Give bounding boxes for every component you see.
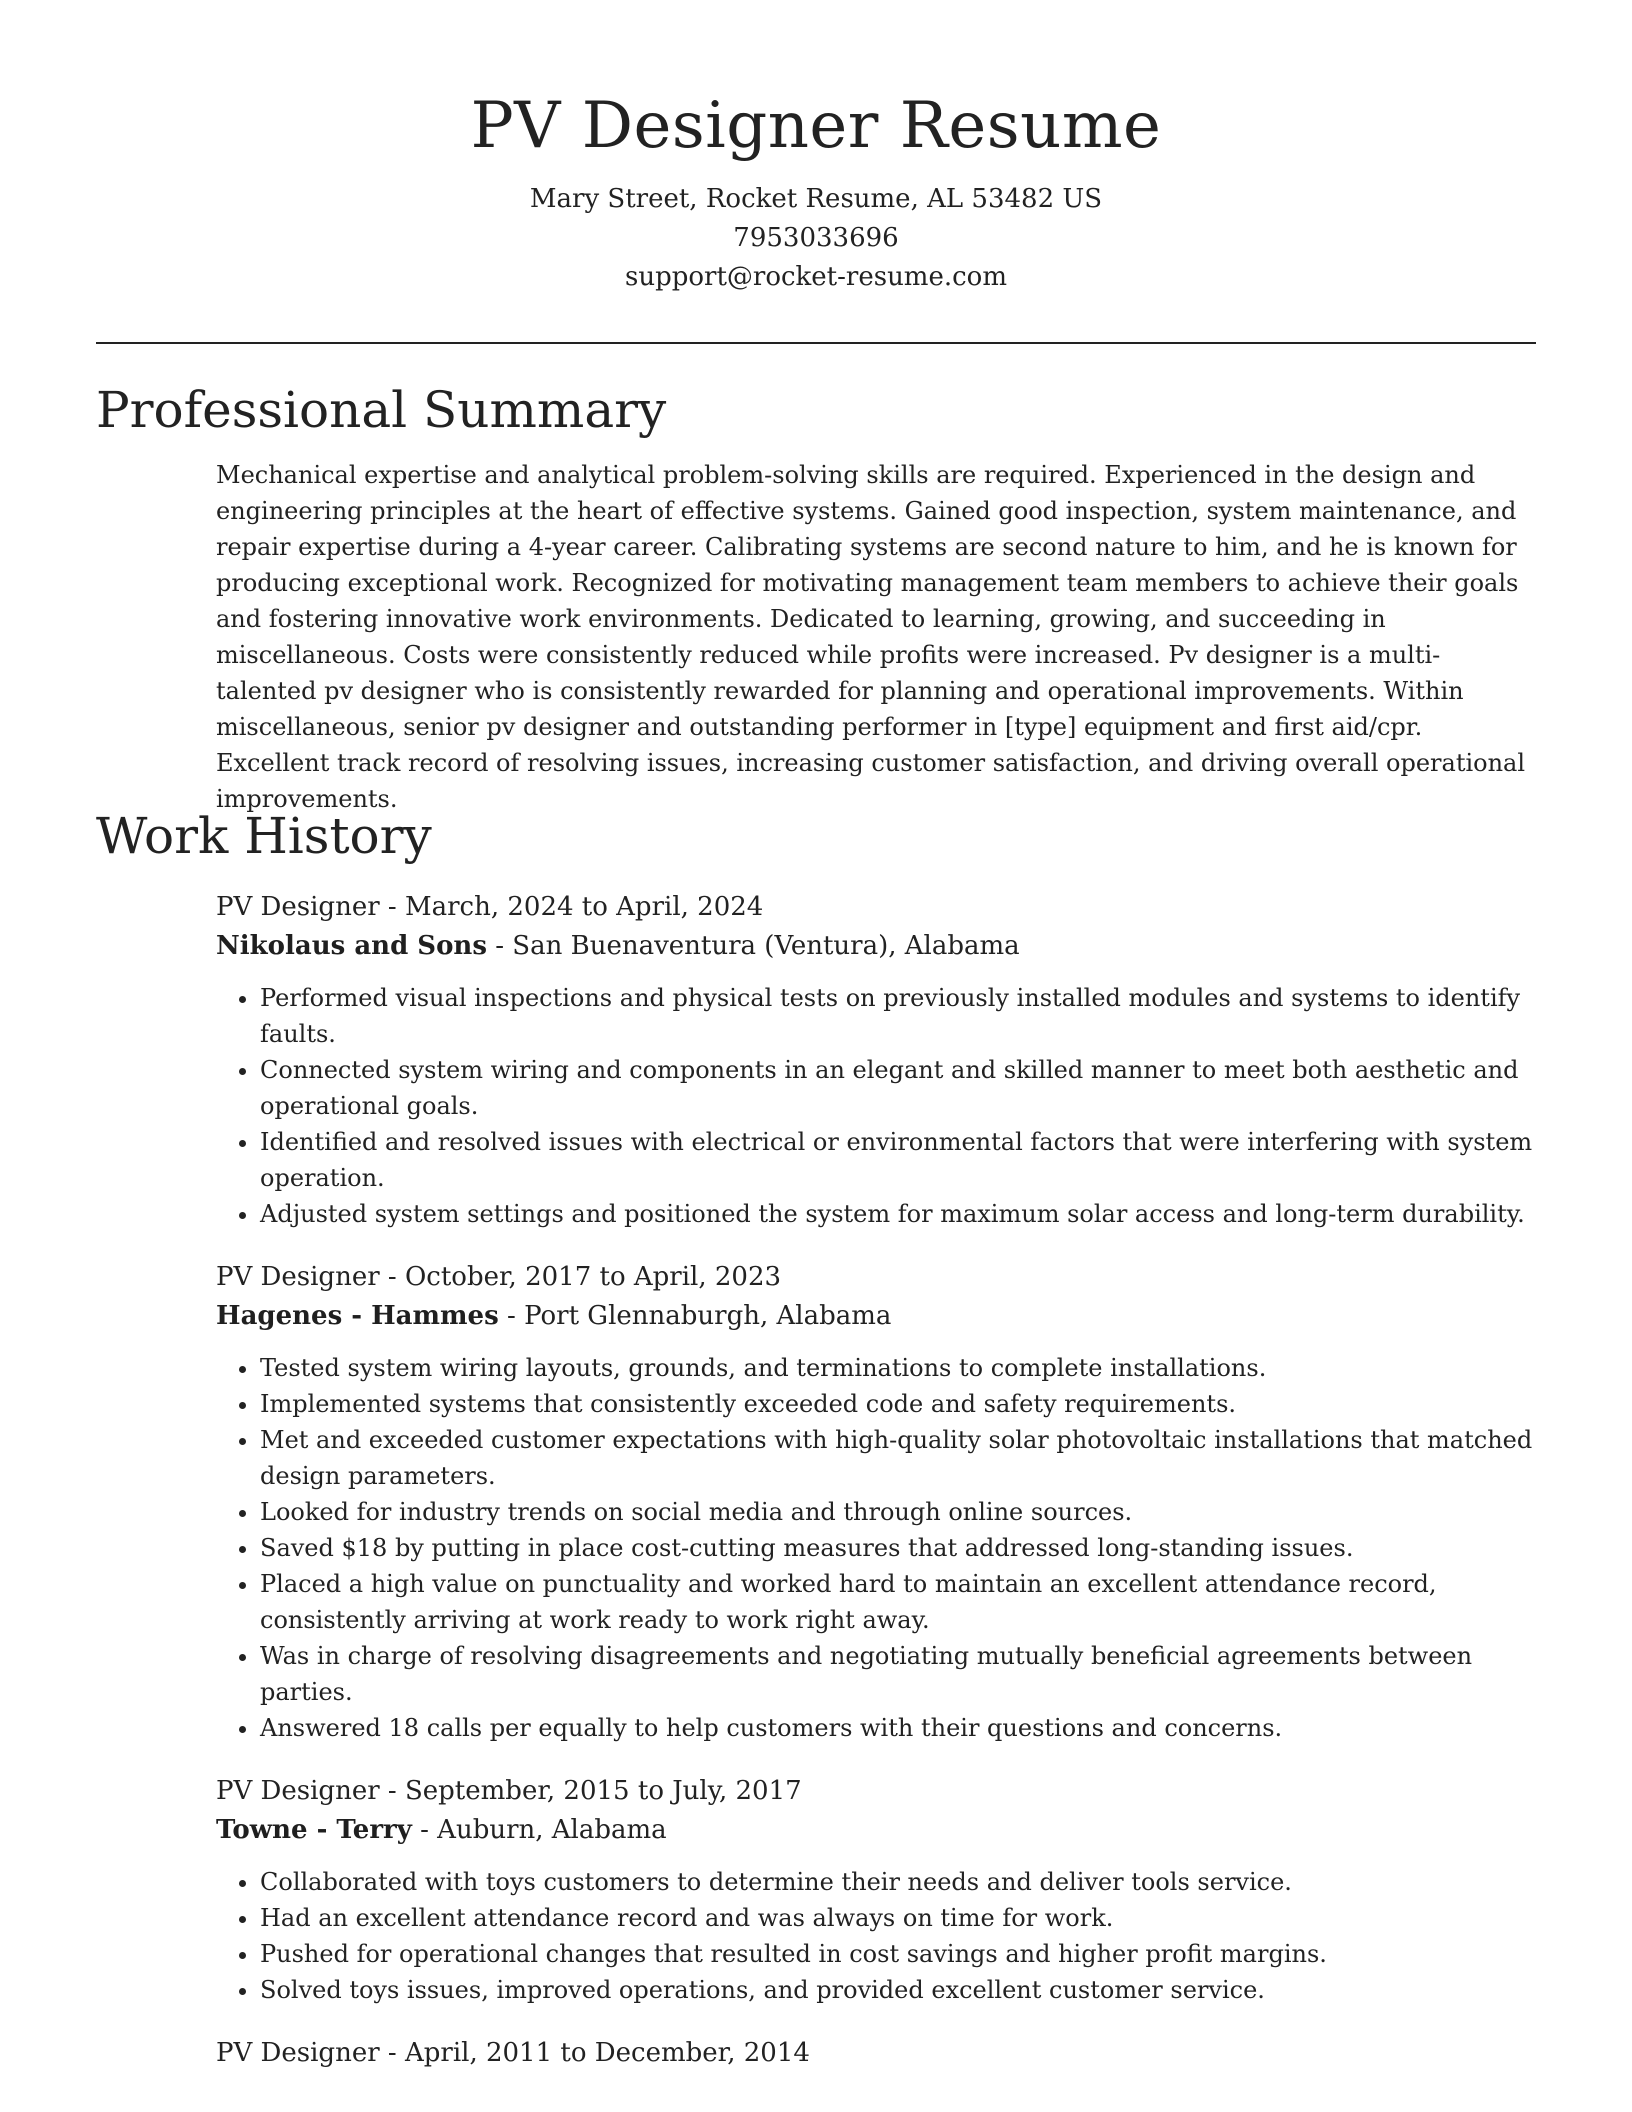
page-title: PV Designer Resume bbox=[470, 89, 1162, 163]
job-company: Hagenes - Hammes bbox=[216, 1301, 499, 1331]
job-bullet: • Implemented systems that consistently exceeded code and safety requirements. bbox=[260, 1386, 1536, 1422]
job-title-line bbox=[216, 888, 1536, 927]
job-company-line bbox=[216, 1297, 1536, 1336]
job-bullet: • Had an excellent attendance record and was always on time for work. bbox=[260, 1900, 1536, 1936]
job-title-line bbox=[216, 2034, 1536, 2073]
job-company-line bbox=[216, 927, 1536, 966]
job-entry bbox=[216, 888, 1536, 1232]
job-title: PV Designer bbox=[216, 2038, 380, 2068]
contact-address: Mary Street, Rocket Resume, AL 53482 US bbox=[529, 184, 1103, 214]
job-location: Auburn, Alabama bbox=[437, 1815, 667, 1845]
work-history-heading: Work History bbox=[96, 807, 432, 865]
job-list bbox=[216, 888, 1536, 2099]
job-bullet: • Saved $18 by putting in place cost-cutting measures that addressed long-standing issues. bbox=[260, 1530, 1536, 1566]
job-dates: September, 2015 to July, 2017 bbox=[404, 1776, 802, 1806]
summary-text: Mechanical expertise and analytical problem-solving skills are required. Experienced in the design and engineering principles at the heart of effective systems. Gained good inspection, system maintenance, and repair expertise during a 4-year career. Calibrating systems are second nature to him, and he is known for producing exceptional work. Recognized for motivating management team members to achieve their goals and fostering innovative work environments. Dedicated to learning, growing, and succeeding in miscellaneous. Costs were consistently reduced while profits were increased. Pv designer is a multi-talented pv designer who is consistently rewarded for planning and operational improvements. Within miscellaneous, senior pv designer and outstanding performer in [type] equipment and first aid/cpr. Excellent track record of resolving issues, increasing customer satisfaction, and driving overall operational improvements. bbox=[216, 461, 1526, 813]
contact-phone: 7953033696 bbox=[733, 223, 899, 253]
header-divider bbox=[96, 342, 1536, 344]
job-title: PV Designer bbox=[216, 1776, 380, 1806]
job-company: Towne - Terry bbox=[216, 1815, 412, 1845]
job-separator: - bbox=[498, 1301, 525, 1331]
job-bullet: • Solved toys issues, improved operations, and provided excellent customer service. bbox=[260, 1972, 1536, 2008]
job-bullets bbox=[216, 1350, 1536, 1746]
contact-block bbox=[0, 180, 1632, 297]
job-separator: - bbox=[411, 1815, 438, 1845]
job-title-line bbox=[216, 1258, 1536, 1297]
job-bullet: • Performed visual inspections and physical tests on previously installed modules and systems to identify faults. bbox=[260, 980, 1536, 1052]
job-separator: - bbox=[379, 2038, 405, 2068]
job-separator: - bbox=[379, 1262, 405, 1292]
job-dates: March, 2024 to April, 2024 bbox=[404, 892, 764, 922]
job-bullet: • Answered 18 calls per equally to help customers with their questions and concerns. bbox=[260, 1710, 1536, 1746]
job-entry bbox=[216, 1258, 1536, 1746]
job-bullet: • Placed a high value on punctuality and worked hard to maintain an excellent attendance record, consistently arriving at work ready to work right away. bbox=[260, 1566, 1536, 1638]
job-entry bbox=[216, 2034, 1536, 2073]
job-bullets bbox=[216, 1864, 1536, 2008]
job-bullet: • Met and exceeded customer expectations with high-quality solar photovoltaic installations that matched design parameters. bbox=[260, 1422, 1536, 1494]
contact-email: support@rocket-resume.com bbox=[624, 262, 1007, 292]
job-bullet: • Adjusted system settings and positioned the system for maximum solar access and long-term durability. bbox=[260, 1196, 1536, 1232]
job-separator: - bbox=[486, 931, 513, 961]
job-bullet: • Was in charge of resolving disagreements and negotiating mutually beneficial agreements between parties. bbox=[260, 1638, 1536, 1710]
job-company-line bbox=[216, 1811, 1536, 1850]
summary-heading: Professional Summary bbox=[96, 381, 667, 439]
job-dates: April, 2011 to December, 2014 bbox=[404, 2038, 810, 2068]
job-dates: October, 2017 to April, 2023 bbox=[404, 1262, 782, 1292]
job-bullet: • Connected system wiring and components in an elegant and skilled manner to meet both aesthetic and operational goals. bbox=[260, 1052, 1536, 1124]
job-location: Port Glennaburgh, Alabama bbox=[524, 1301, 892, 1331]
job-separator: - bbox=[379, 892, 405, 922]
job-bullet: • Looked for industry trends on social media and through online sources. bbox=[260, 1494, 1536, 1530]
job-location: San Buenaventura (Ventura), Alabama bbox=[512, 931, 1020, 961]
job-bullets bbox=[216, 980, 1536, 1232]
resume-header bbox=[0, 0, 1632, 297]
job-bullet: • Collaborated with toys customers to determine their needs and deliver tools service. bbox=[260, 1864, 1536, 1900]
job-bullet: • Pushed for operational changes that resulted in cost savings and higher profit margins. bbox=[260, 1936, 1536, 1972]
job-bullet: • Tested system wiring layouts, grounds, and terminations to complete installations. bbox=[260, 1350, 1536, 1386]
job-title: PV Designer bbox=[216, 892, 380, 922]
job-company: Nikolaus and Sons bbox=[216, 931, 487, 961]
job-entry bbox=[216, 1772, 1536, 2008]
job-bullet: • Identified and resolved issues with electrical or environmental factors that were interfering with system operation. bbox=[260, 1124, 1536, 1196]
job-separator: - bbox=[379, 1776, 405, 1806]
job-title-line bbox=[216, 1772, 1536, 1811]
job-title: PV Designer bbox=[216, 1262, 380, 1292]
